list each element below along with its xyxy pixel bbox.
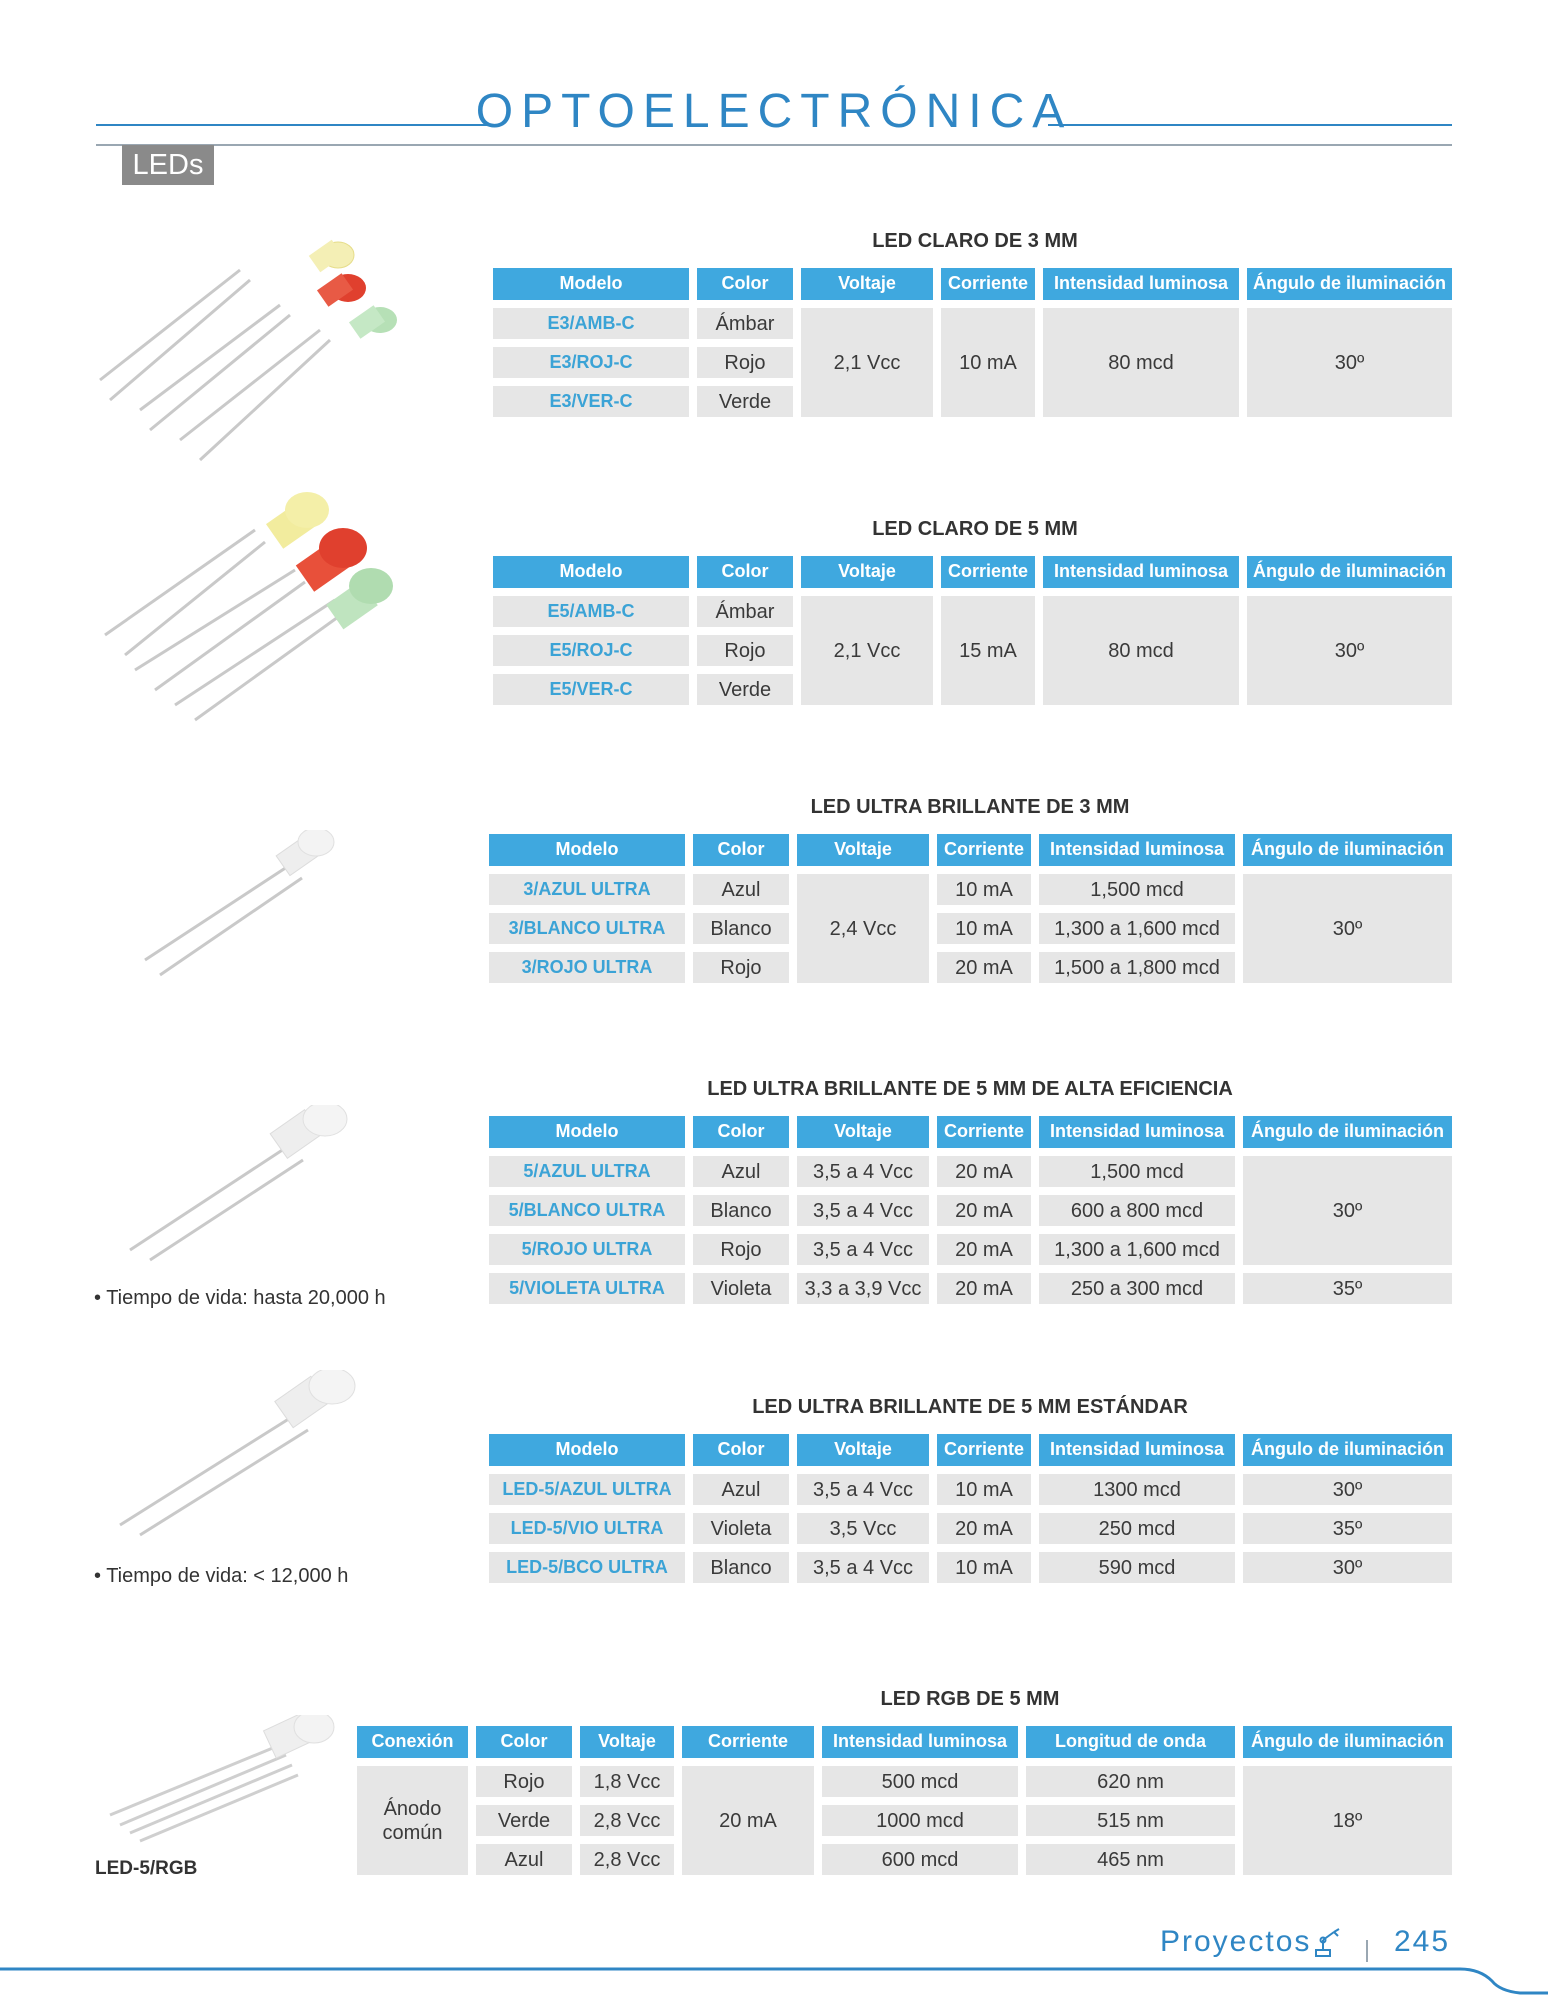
header-modelo: Modelo (489, 1434, 685, 1466)
header-color: Color (697, 268, 793, 300)
color-cell: Verde (697, 674, 793, 705)
header-color: Color (693, 834, 789, 866)
header-angulo: Ángulo de iluminación (1247, 556, 1452, 588)
model-cell: LED-5/BCO ULTRA (489, 1552, 685, 1583)
color-cell: Ámbar (697, 596, 793, 627)
footer-label: Proyectos (1160, 1925, 1312, 1958)
model-cell: 5/AZUL ULTRA (489, 1156, 685, 1187)
intensity-cell: 1,300 a 1,600 mcd (1039, 913, 1235, 944)
voltage-cell: 2,8 Vcc (580, 1805, 674, 1836)
header-corriente: Corriente (941, 556, 1035, 588)
page-title: OPTOELECTRÓNICA (475, 85, 1073, 138)
model-cell: 5/ROJO ULTRA (489, 1234, 685, 1265)
voltage-cell: 2,1 Vcc (801, 308, 933, 417)
angle-cell: 30º (1247, 308, 1452, 417)
color-cell: Verde (476, 1805, 572, 1836)
current-cell: 20 mA (937, 1234, 1031, 1265)
angle-cell: 30º (1243, 1552, 1452, 1583)
voltage-cell: 3,5 a 4 Vcc (797, 1552, 929, 1583)
color-cell: Azul (693, 1156, 789, 1187)
color-cell: Rojo (693, 1234, 789, 1265)
header-voltaje: Voltaje (580, 1726, 674, 1758)
header-color: Color (476, 1726, 572, 1758)
header-modelo: Modelo (489, 834, 685, 866)
header-rule (96, 144, 1452, 146)
led-white (309, 1370, 355, 1404)
header-corriente: Corriente (937, 1116, 1031, 1148)
current-cell: 20 mA (937, 1273, 1031, 1304)
model-cell: E5/AMB-C (493, 596, 689, 627)
color-cell: Rojo (476, 1766, 572, 1797)
color-cell: Azul (693, 1474, 789, 1505)
angle-cell: 18º (1243, 1766, 1452, 1875)
lifetime-note: • Tiempo de vida: hasta 20,000 h (94, 1287, 386, 1309)
rgb-model-label: LED-5/RGB (95, 1858, 198, 1879)
header-angulo: Ángulo de iluminación (1243, 1434, 1452, 1466)
angle-cell: 30º (1243, 1474, 1452, 1505)
header-angulo: Ángulo de iluminación (1243, 1726, 1452, 1758)
intensity-cell: 1,500 mcd (1039, 1156, 1235, 1187)
header-conexion: Conexión (357, 1726, 468, 1758)
voltage-cell: 3,5 a 4 Vcc (797, 1195, 929, 1226)
section-2-title: LED CLARO DE 5 MM (872, 518, 1078, 540)
color-cell: Azul (476, 1844, 572, 1875)
voltage-cell: 3,5 a 4 Vcc (797, 1156, 929, 1187)
intensity-cell: 1000 mcd (822, 1805, 1018, 1836)
angle-cell: 35º (1243, 1273, 1452, 1304)
intensity-cell: 500 mcd (822, 1766, 1018, 1797)
header-voltaje: Voltaje (801, 268, 933, 300)
color-cell: Azul (693, 874, 789, 905)
intensity-cell: 1,500 mcd (1039, 874, 1235, 905)
wavelength-cell: 465 nm (1026, 1844, 1235, 1875)
model-cell: LED-5/VIO ULTRA (489, 1513, 685, 1544)
current-cell: 10 mA (941, 308, 1035, 417)
color-cell: Violeta (693, 1513, 789, 1544)
color-cell: Ámbar (697, 308, 793, 339)
led-3mm-clear-image (90, 230, 410, 470)
model-cell: 3/BLANCO ULTRA (489, 913, 685, 944)
intensity-cell: 1,300 a 1,600 mcd (1039, 1234, 1235, 1265)
model-cell: E3/ROJ-C (493, 347, 689, 378)
model-cell: 5/BLANCO ULTRA (489, 1195, 685, 1226)
led-rgb (294, 1715, 334, 1743)
header-color: Color (693, 1116, 789, 1148)
header-color: Color (693, 1434, 789, 1466)
intensity-cell: 250 mcd (1039, 1513, 1235, 1544)
led-5mm-standard-image (110, 1370, 380, 1540)
current-cell: 20 mA (937, 952, 1031, 983)
wavelength-cell: 515 nm (1026, 1805, 1235, 1836)
led-rgb-image (100, 1715, 340, 1845)
header-intensidad: Intensidad luminosa (1039, 1434, 1235, 1466)
connection-cell: Ánodo común (357, 1766, 468, 1875)
voltage-cell: 3,5 a 4 Vcc (797, 1474, 929, 1505)
current-cell: 20 mA (682, 1766, 814, 1875)
led-amber (285, 492, 329, 528)
color-cell: Blanco (693, 913, 789, 944)
led-green (349, 568, 393, 604)
angle-cell: 30º (1243, 1156, 1452, 1265)
current-cell: 20 mA (937, 1513, 1031, 1544)
section-5-title: LED ULTRA BRILLANTE DE 5 MM ESTÁNDAR (752, 1396, 1188, 1418)
model-cell: 3/ROJO ULTRA (489, 952, 685, 983)
model-cell: E5/VER-C (493, 674, 689, 705)
intensity-cell: 1,500 a 1,800 mcd (1039, 952, 1235, 983)
current-cell: 10 mA (937, 1474, 1031, 1505)
header-intensidad: Intensidad luminosa (1039, 1116, 1235, 1148)
header-modelo: Modelo (493, 556, 689, 588)
header-intensidad: Intensidad luminosa (1043, 556, 1239, 588)
robot-arm-icon (1312, 1926, 1342, 1958)
intensity-cell: 600 mcd (822, 1844, 1018, 1875)
angle-cell: 30º (1243, 874, 1452, 983)
header-longitud: Longitud de onda (1026, 1726, 1235, 1758)
led-white (303, 1105, 347, 1136)
current-cell: 20 mA (937, 1195, 1031, 1226)
model-cell: 3/AZUL ULTRA (489, 874, 685, 905)
color-cell: Verde (697, 386, 793, 417)
header-intensidad: Intensidad luminosa (822, 1726, 1018, 1758)
section-3-title: LED ULTRA BRILLANTE DE 3 MM (810, 796, 1130, 818)
header-corriente: Corriente (937, 1434, 1031, 1466)
intensity-cell: 600 a 800 mcd (1039, 1195, 1235, 1226)
header-voltaje: Voltaje (797, 1434, 929, 1466)
voltage-cell: 1,8 Vcc (580, 1766, 674, 1797)
header-modelo: Modelo (489, 1116, 685, 1148)
header-voltaje: Voltaje (797, 834, 929, 866)
led-white (298, 830, 334, 856)
section-tag: LEDs (122, 145, 214, 185)
model-cell: E3/VER-C (493, 386, 689, 417)
section-1-title: LED CLARO DE 3 MM (872, 230, 1078, 252)
led-5mm-high-efficiency-image (115, 1105, 375, 1265)
current-cell: 10 mA (937, 1552, 1031, 1583)
color-cell: Rojo (697, 635, 793, 666)
intensity-cell: 590 mcd (1039, 1552, 1235, 1583)
header-modelo: Modelo (493, 268, 689, 300)
intensity-cell: 250 a 300 mcd (1039, 1273, 1235, 1304)
intensity-cell: 80 mcd (1043, 308, 1239, 417)
model-cell: E3/AMB-C (493, 308, 689, 339)
voltage-cell: 3,5 a 4 Vcc (797, 1234, 929, 1265)
voltage-cell: 2,1 Vcc (801, 596, 933, 705)
header-voltaje: Voltaje (797, 1116, 929, 1148)
angle-cell: 30º (1247, 596, 1452, 705)
voltage-cell: 3,5 Vcc (797, 1513, 929, 1544)
page-number: 245 (1394, 1925, 1451, 1958)
header-intensidad: Intensidad luminosa (1043, 268, 1239, 300)
header-voltaje: Voltaje (801, 556, 933, 588)
voltage-cell: 2,4 Vcc (797, 874, 929, 983)
header-corriente: Corriente (941, 268, 1035, 300)
led-3mm-ultra-image (130, 830, 370, 1000)
header-corriente: Corriente (937, 834, 1031, 866)
header-angulo: Ángulo de iluminación (1243, 1116, 1452, 1148)
voltage-cell: 3,3 a 3,9 Vcc (797, 1273, 929, 1304)
current-cell: 20 mA (937, 1156, 1031, 1187)
header-intensidad: Intensidad luminosa (1039, 834, 1235, 866)
color-cell: Blanco (693, 1552, 789, 1583)
angle-cell: 35º (1243, 1513, 1452, 1544)
model-cell: 5/VIOLETA ULTRA (489, 1273, 685, 1304)
led-5mm-clear-image (95, 490, 415, 730)
current-cell: 10 mA (937, 874, 1031, 905)
current-cell: 10 mA (937, 913, 1031, 944)
color-cell: Rojo (693, 952, 789, 983)
bottom-border (0, 1955, 1548, 2000)
header-corriente: Corriente (682, 1726, 814, 1758)
section-6-title: LED RGB DE 5 MM (880, 1688, 1060, 1710)
header-angulo: Ángulo de iluminación (1247, 268, 1452, 300)
header-color: Color (697, 556, 793, 588)
color-cell: Rojo (697, 347, 793, 378)
model-cell: LED-5/AZUL ULTRA (489, 1474, 685, 1505)
model-cell: E5/ROJ-C (493, 635, 689, 666)
section-4-title: LED ULTRA BRILLANTE DE 5 MM DE ALTA EFICIENCIA (707, 1078, 1233, 1100)
voltage-cell: 2,8 Vcc (580, 1844, 674, 1875)
lifetime-note: • Tiempo de vida: < 12,000 h (94, 1565, 349, 1587)
intensity-cell: 80 mcd (1043, 596, 1239, 705)
color-cell: Blanco (693, 1195, 789, 1226)
color-cell: Violeta (693, 1273, 789, 1304)
current-cell: 15 mA (941, 596, 1035, 705)
wavelength-cell: 620 nm (1026, 1766, 1235, 1797)
header-angulo: Ángulo de iluminación (1243, 834, 1452, 866)
led-red (319, 528, 367, 568)
intensity-cell: 1300 mcd (1039, 1474, 1235, 1505)
